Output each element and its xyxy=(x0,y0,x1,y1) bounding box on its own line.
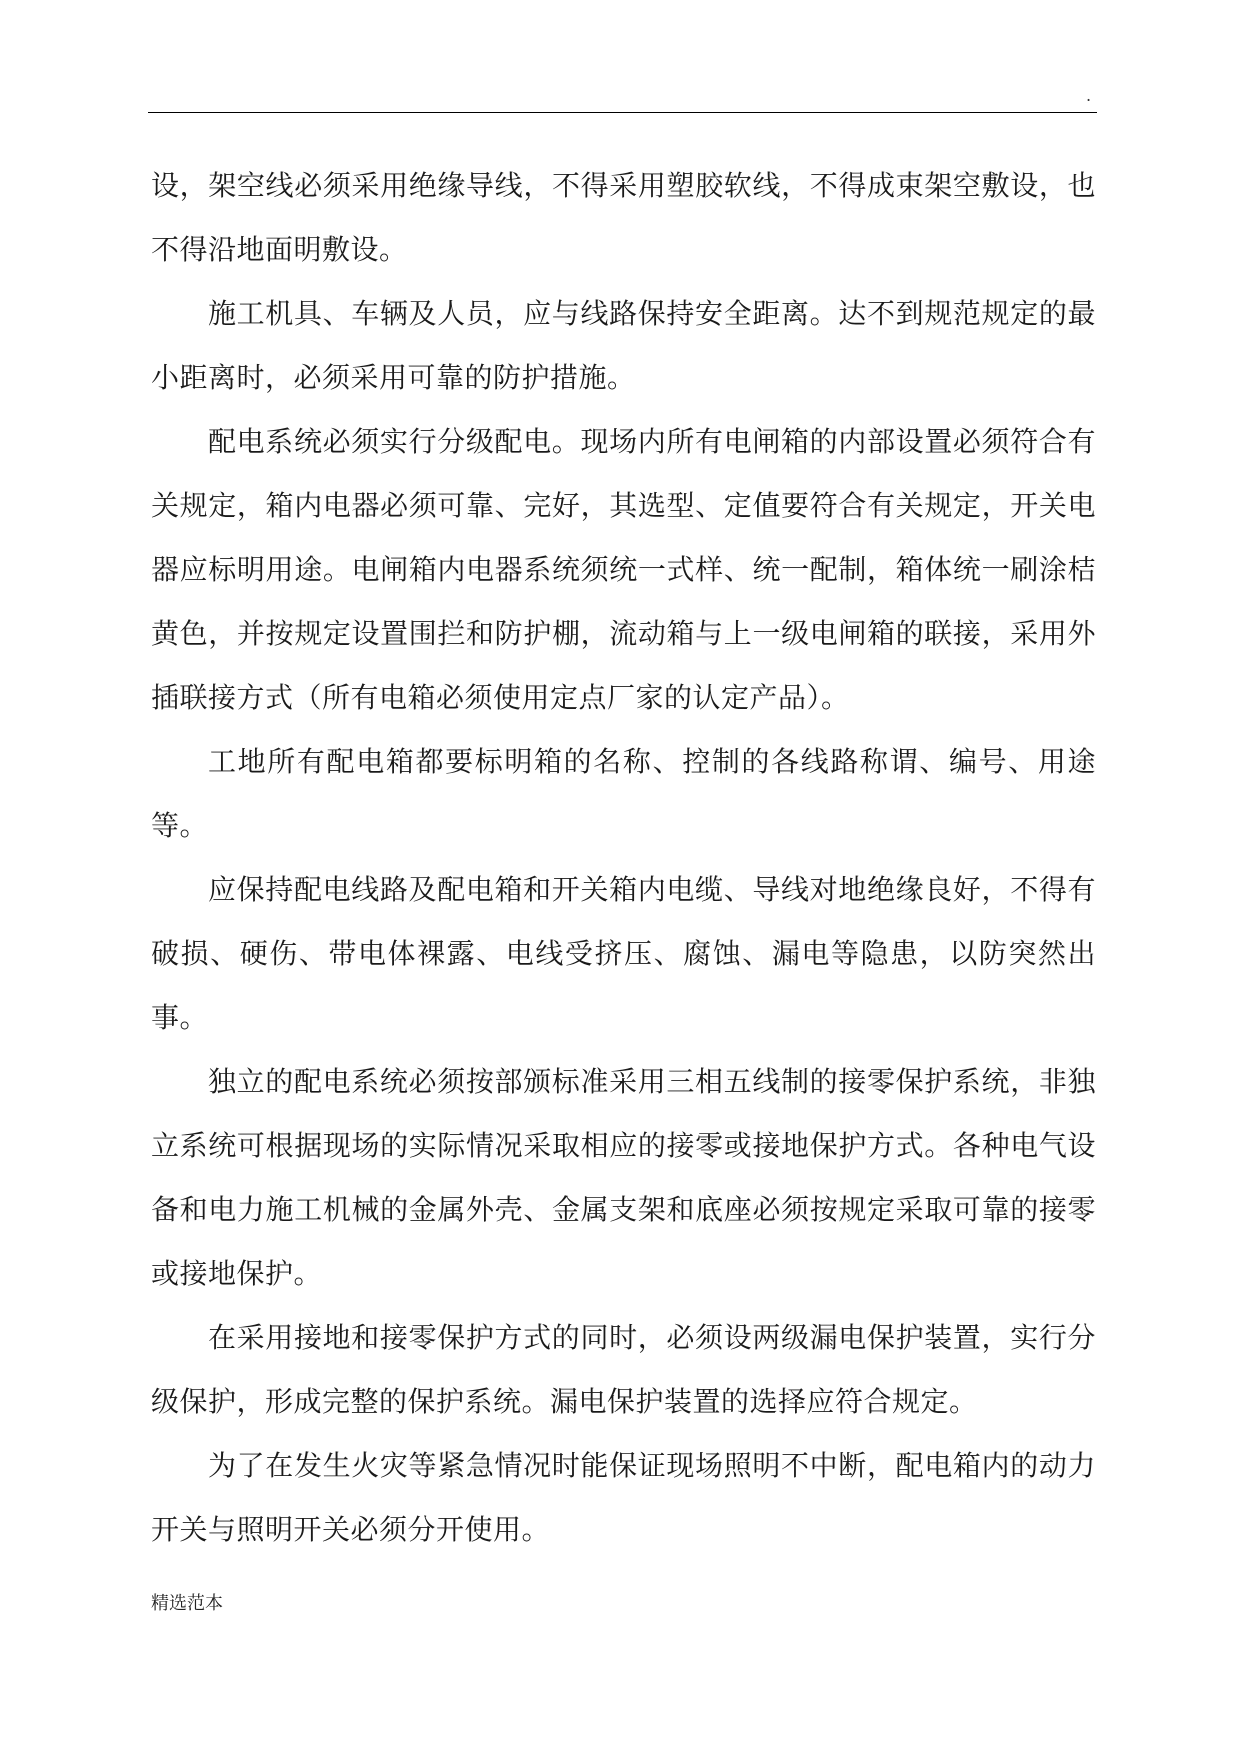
document-body xyxy=(151,154,1096,1562)
paragraph-6: 独立的配电系统必须按部颁标准采用三相五线制的接零保护系统，非独立系统可根据现场的实际情况采取相应的接零或接地保护方式。各种电气设备和电力施工机械的金属外壳、金属支架和底座必须按规定采取可靠的接零或接地保护。 xyxy=(151,1065,1096,1290)
header-rule xyxy=(148,112,1097,113)
paragraph-8: 为了在发生火灾等紧急情况时能保证现场照明不中断，配电箱内的动力开关与照明开关必须分开使用。 xyxy=(151,1449,1096,1546)
paragraph-7: 在采用接地和接零保护方式的同时，必须设两级漏电保护装置，实行分级保护，形成完整的保护系统。漏电保护装置的选择应符合规定。 xyxy=(151,1321,1096,1418)
paragraph-3: 配电系统必须实行分级配电。现场内所有电闸箱的内部设置必须符合有关规定，箱内电器必须可靠、完好，其选型、定值要符合有关规定，开关电器应标明用途。电闸箱内电器系统须统一式样、统一配制，箱体统一刷涂桔黄色，并按规定设置围拦和防护棚，流动箱与上一级电闸箱的联接，采用外插联接方式（所有电箱必须使用定点厂家的认定产品）。 xyxy=(151,425,1096,714)
paragraph-2: 施工机具、车辆及人员，应与线路保持安全距离。达不到规范规定的最小距离时，必须采用可靠的防护措施。 xyxy=(151,297,1096,394)
paragraph-5: 应保持配电线路及配电箱和开关箱内电缆、导线对地绝缘良好，不得有破损、硬伤、带电体裸露、电线受挤压、腐蚀、漏电等隐患，以防突然出事。 xyxy=(151,873,1096,1034)
footer-label: 精选范本 xyxy=(151,1593,223,1614)
paragraph-1: 设，架空线必须采用绝缘导线，不得采用塑胶软线，不得成束架空敷设，也不得沿地面明敷设。 xyxy=(151,169,1096,266)
paragraph-4: 工地所有配电箱都要标明箱的名称、控制的各线路称谓、编号、用途等。 xyxy=(151,745,1096,842)
header-mark: . xyxy=(1086,86,1092,105)
